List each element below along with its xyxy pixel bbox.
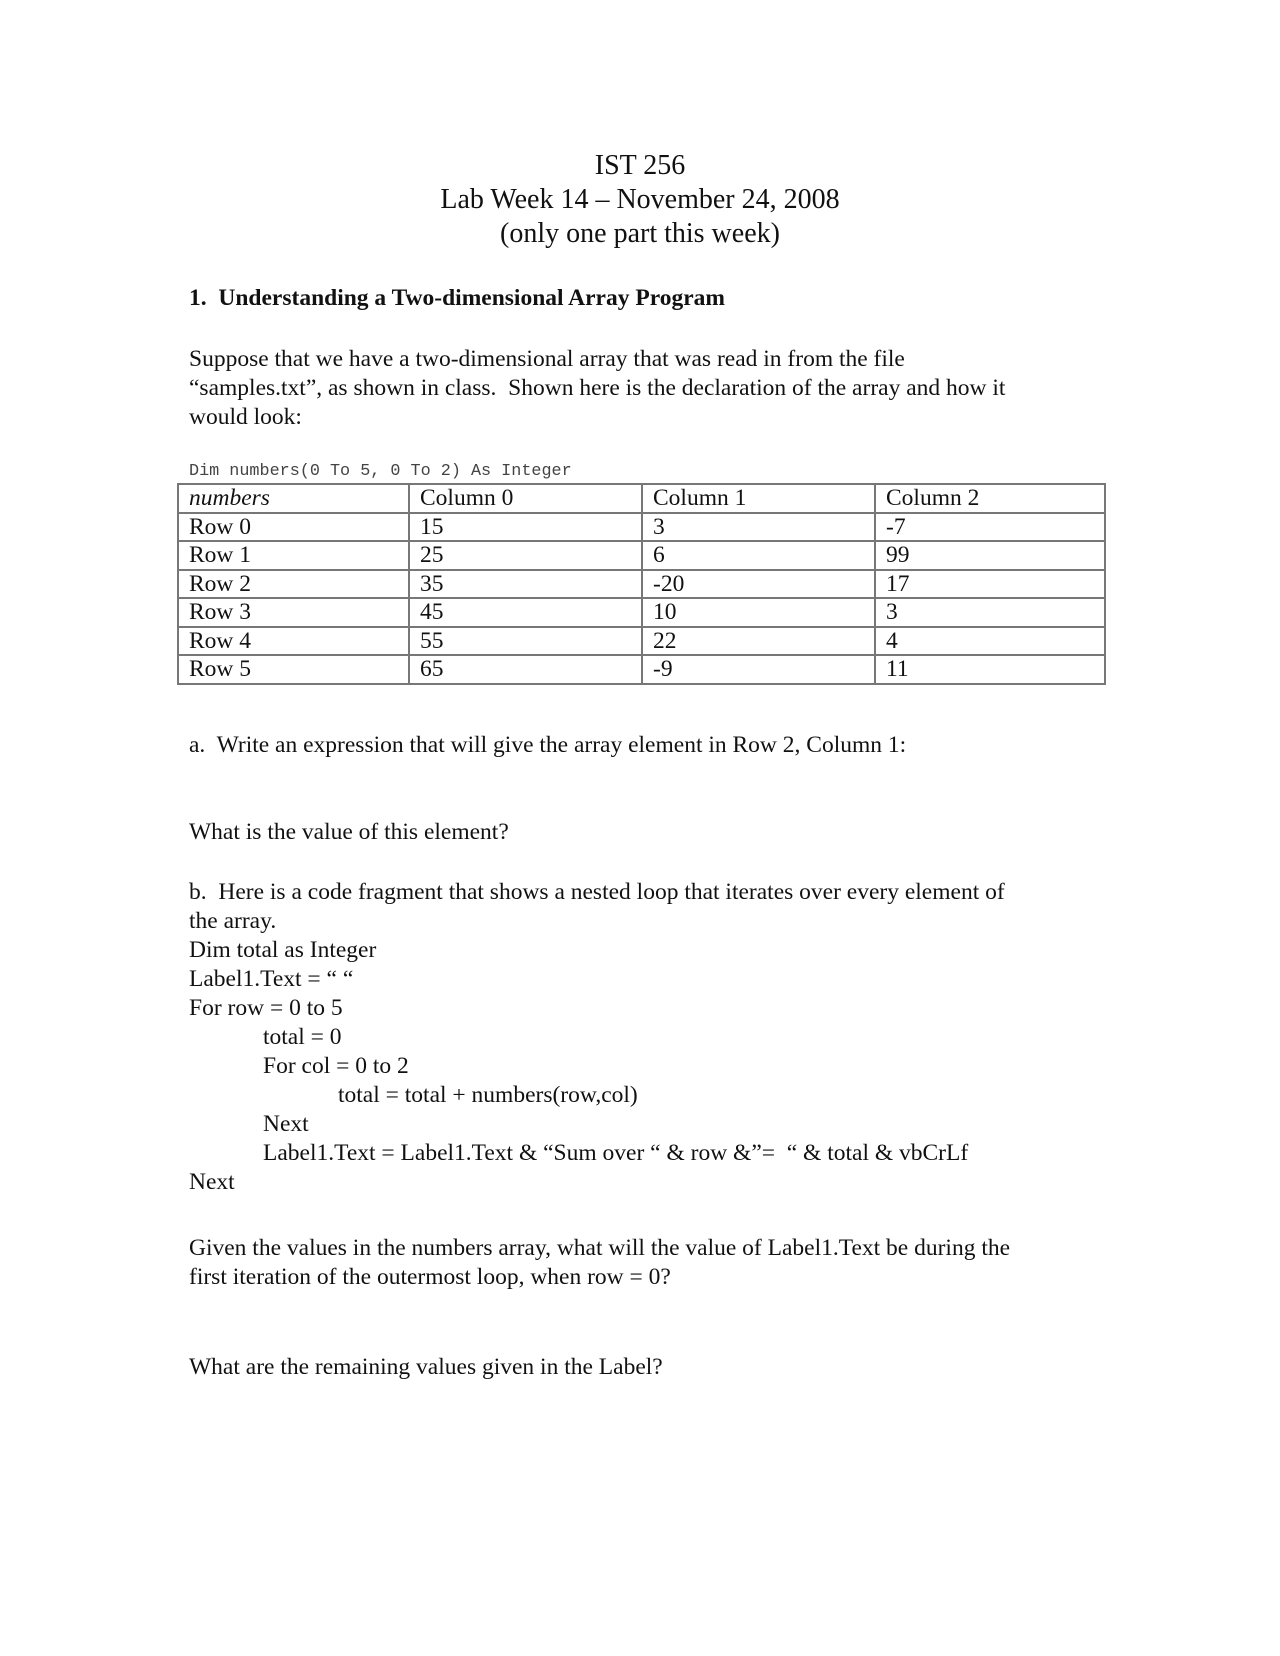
code-line: Label1.Text = “ “ [189, 966, 354, 992]
table-row [178, 570, 1105, 599]
intro-line-2: “samples.txt”, as shown in class. Shown here is the declaration of the array and how it [189, 375, 1006, 401]
column-header: Column 2 [875, 484, 1105, 513]
question-b-final: What are the remaining values given in the Label? [189, 1354, 663, 1380]
code-line: total = 0 [263, 1024, 342, 1050]
table-cell: 11 [875, 655, 1105, 684]
table-cell: -20 [642, 570, 875, 599]
table-cell: 6 [642, 541, 875, 570]
intro-line-3: would look: [189, 404, 302, 430]
table-cell: 4 [875, 627, 1105, 656]
row-label: Row 0 [178, 513, 409, 542]
column-header: Column 1 [642, 484, 875, 513]
code-line: For col = 0 to 2 [263, 1053, 409, 1079]
table-cell: 15 [409, 513, 642, 542]
code-line: Next [263, 1111, 309, 1137]
code-line: total = total + numbers(row,col) [338, 1082, 638, 1108]
table-row [178, 627, 1105, 656]
table-cell: 35 [409, 570, 642, 599]
row-label: Row 3 [178, 598, 409, 627]
code-line: Next [189, 1169, 235, 1195]
question-a-followup: What is the value of this element? [189, 819, 509, 845]
table-cell: -9 [642, 655, 875, 684]
table-row [178, 513, 1105, 542]
table-cell: 17 [875, 570, 1105, 599]
intro-line-1: Suppose that we have a two-dimensional array that was read in from the file [189, 346, 905, 372]
array-table [177, 483, 1106, 685]
code-line: For row = 0 to 5 [189, 995, 343, 1021]
column-header: Column 0 [409, 484, 642, 513]
table-header-row [178, 484, 1105, 513]
question-b-line-1: Given the values in the numbers array, what will the value of Label1.Text be during the [189, 1235, 1011, 1261]
table-cell: 3 [875, 598, 1105, 627]
row-label: Row 1 [178, 541, 409, 570]
table-row [178, 541, 1105, 570]
question-a-prompt: a. Write an expression that will give the array element in Row 2, Column 1: [189, 732, 907, 758]
row-label: Row 4 [178, 627, 409, 656]
table-row [178, 655, 1105, 684]
question-b-line-2: first iteration of the outermost loop, when row = 0? [189, 1264, 671, 1290]
table-cell: 55 [409, 627, 642, 656]
table-cell: 99 [875, 541, 1105, 570]
code-line: Label1.Text = Label1.Text & “Sum over “ & row &”= “ & total & vbCrLf [263, 1140, 969, 1166]
table-cell: 3 [642, 513, 875, 542]
lab-subtitle: (only one part this week) [500, 218, 780, 249]
table-cell: -7 [875, 513, 1105, 542]
table-row [178, 598, 1105, 627]
array-declaration: Dim numbers(0 To 5, 0 To 2) As Integer [189, 462, 572, 481]
table-cell: 65 [409, 655, 642, 684]
section-heading: 1. Understanding a Two-dimensional Array Program [189, 285, 725, 311]
table-cell: 45 [409, 598, 642, 627]
row-label: Row 5 [178, 655, 409, 684]
question-b-intro-1: b. Here is a code fragment that shows a nested loop that iterates over every element of [189, 879, 1005, 905]
table-cell: 22 [642, 627, 875, 656]
table-corner-label: numbers [178, 484, 409, 513]
lab-title: Lab Week 14 – November 24, 2008 [440, 184, 840, 215]
table-cell: 10 [642, 598, 875, 627]
table-cell: 25 [409, 541, 642, 570]
course-title: IST 256 [594, 150, 686, 181]
question-b-intro-2: the array. [189, 908, 277, 934]
row-label: Row 2 [178, 570, 409, 599]
code-line: Dim total as Integer [189, 937, 377, 963]
